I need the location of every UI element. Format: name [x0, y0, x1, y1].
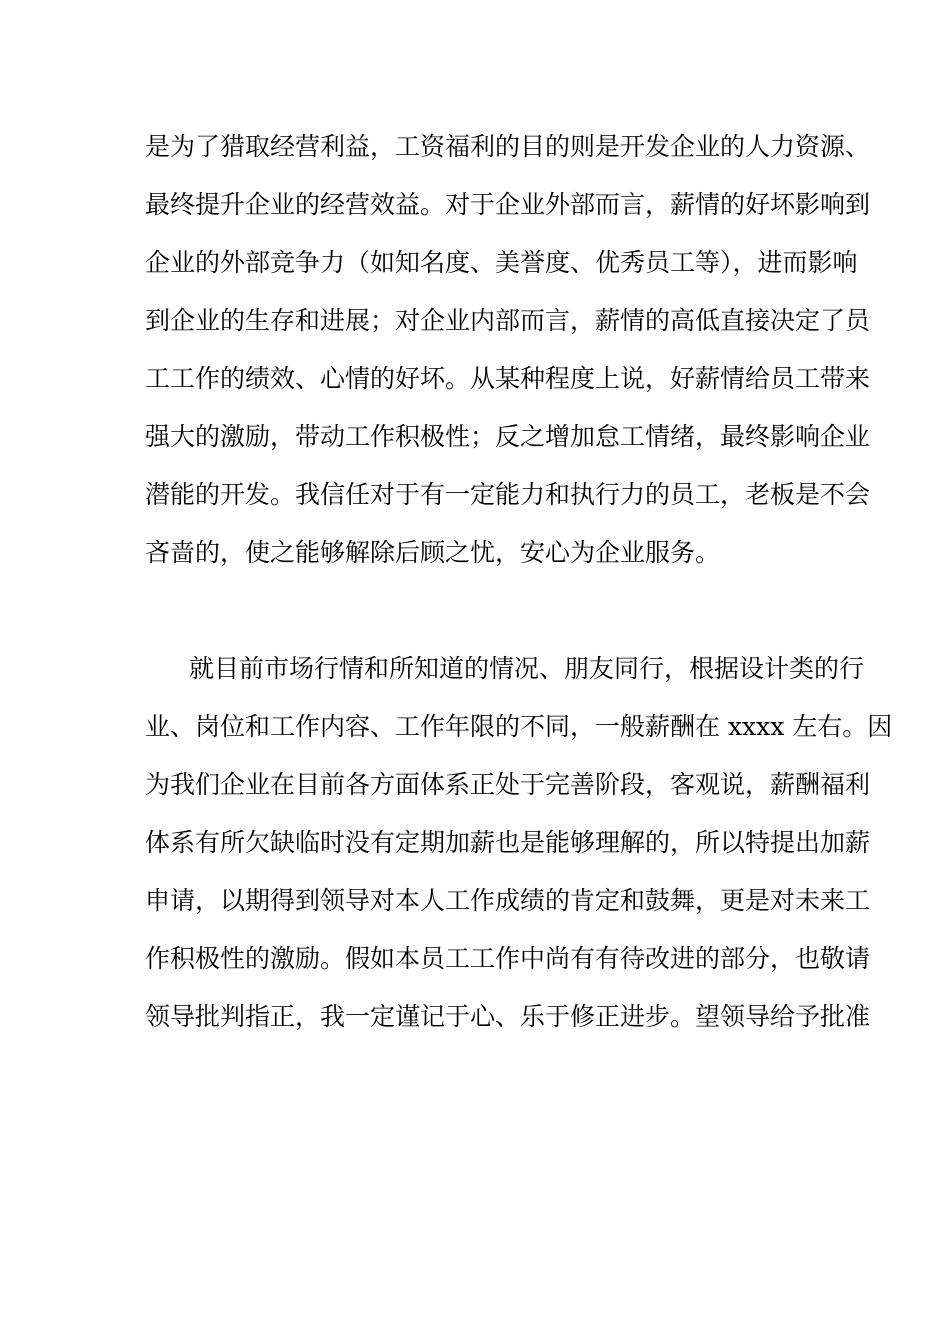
- paragraph-2: [145, 640, 893, 1046]
- paragraph-line: 是为了猎取经营利益，工资福利的目的则是开发企业的人力资源、: [145, 132, 871, 161]
- paragraph-line: 作积极性的激励。假如本员工工作中尚有有待改进的部分，也敬请: [145, 944, 871, 973]
- document-body: [145, 118, 893, 1046]
- paragraph-line: 企业的外部竞争力（如知名度、美誉度、优秀员工等），进而影响: [145, 248, 858, 277]
- paragraph-line: 强大的激励，带动工作积极性；反之增加怠工情绪，最终影响企业: [145, 422, 871, 451]
- paragraph-line: 工工作的绩效、心情的好坏。从某种程度上说，好薪情给员工带来: [145, 364, 871, 393]
- paragraph-line: 体系有所欠缺临时没有定期加薪也是能够理解的，所以特提出加薪: [145, 828, 871, 857]
- paragraph-line: 潜能的开发。我信任对于有一定能力和执行力的员工，老板是不会: [145, 480, 871, 509]
- paragraph-line: 领导批判指正，我一定谨记于心、乐于修正进步。望领导给予批准: [145, 1002, 871, 1031]
- paragraph-line: 申请，以期得到领导对本人工作成绩的肯定和鼓舞，更是对未来工: [145, 886, 871, 915]
- paragraph-1: [145, 118, 871, 582]
- paragraph-line: 就目前市场行情和所知道的情况、朋友同行，根据设计类的行: [189, 654, 865, 683]
- paragraph-line: 到企业的生存和进展；对企业内部而言，薪情的高低直接决定了员: [145, 306, 871, 335]
- paragraph-line: 为我们企业在目前各方面体系正处于完善阶段，客观说，薪酬福利: [145, 770, 871, 799]
- paragraph-line: 吝啬的，使之能够解除后顾之忧，安心为企业服务。: [145, 538, 721, 567]
- paragraph-line: 业、岗位和工作内容、工作年限的不同，一般薪酬在 xxxx 左右。因: [145, 712, 893, 741]
- paragraph-line: 最终提升企业的经营效益。对于企业外部而言，薪情的好坏影响到: [145, 190, 871, 219]
